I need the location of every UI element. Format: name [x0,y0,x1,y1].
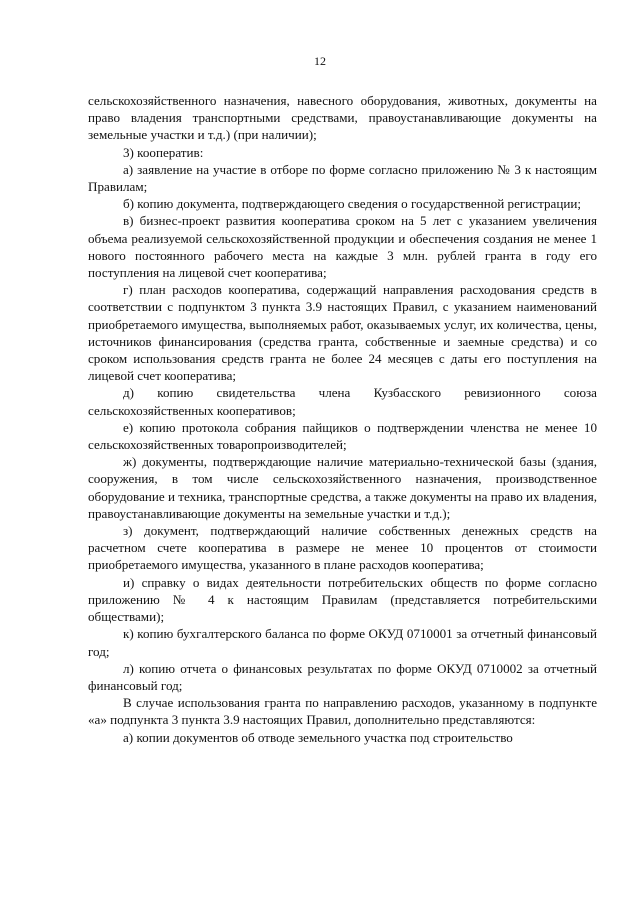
paragraph-item-l: л) копию отчета о финансовых результатах по форме ОКУД 0710002 за отчетный финансовый год; [88,660,597,693]
paragraph-item-b: б) копию документа, подтверждающего сведения о государственной регистрации; [123,196,581,212]
paragraph-item-v: в) бизнес-проект развития кооператива сроком на 5 лет с указанием увеличения объема реализуемой сельскохозяйственной продукции и обеспечения создания не менее 1 нового постоянного рабочего места на каждые 3 млн. рублей гранта в году его поступления на лицевой счет кооператива; [88,213,597,281]
document-body [88,92,597,746]
paragraph-additional-item-a: а) копии документов об отводе земельного участка под строительство [123,729,513,745]
paragraph-additional-note: В случае использования гранта по направлению расходов, указанному в подпункте «а» подпункта 3 пункта 3.9 настоящих Правил, дополнительно представляются: [88,695,597,728]
paragraph-item-z: з) документ, подтверждающий наличие собственных денежных средств на расчетном счете кооператива в размере не менее 10 процентов от стоимости приобретаемого имущества, указанного в плане расходов кооператива; [88,523,597,573]
paragraph-item-zh: ж) документы, подтверждающие наличие материально-технической базы (здания, сооружения, в том числе сельскохозяйственного назначения, производственное оборудование и техника, транспортные средства, а также документы на право их владения, правоустанавливающие документы на земельные участки и т.д.); [88,454,597,521]
paragraph-item-a: а) заявление на участие в отборе по форме согласно приложению № 3 к настоящим Правилам; [88,161,597,195]
paragraph-item-3-cooperative: 3) кооператив: [123,144,204,160]
paragraph-item-k: к) копию бухгалтерского баланса по форме ОКУД 0710001 за отчетный финансовый год; [88,626,597,659]
page-number: 12 [314,54,326,68]
paragraph-item-d: д) копию свидетельства члена Кузбасского ревизионного союза сельскохозяйственных кооперативов; [88,385,597,418]
paragraph-item-e: е) копию протокола собрания пайщиков о подтверждении членства не менее 10 сельскохозяйственных товаропроизводителей; [88,419,597,453]
paragraph-item-g: г) план расходов кооператива, содержащий направления расходования средств в соответствии с подпунктом 3 пункта 3.9 настоящих Правил, с указанием наименований приобретаемого имущества, выполняемых работ, оказываемых услуг, их количества, цены, источников финансирования (средства гранта, собственные и заемные средства) и со сроком использования средств гранта не более 24 месяцев с даты его поступления на лицевой счет кооператива; [88,282,597,384]
paragraph-item-i: и) справку о видах деятельности потребительских обществ по форме согласно приложению № 4 к настоящим Правилам (представляется потребительскими обществами); [88,574,597,625]
paragraph-continuation: сельскохозяйственного назначения, навесного оборудования, животных, документы на право владения транспортными средствами, правоустанавливающие документы на земельные участки и т.д.) (при наличии); [88,93,597,143]
